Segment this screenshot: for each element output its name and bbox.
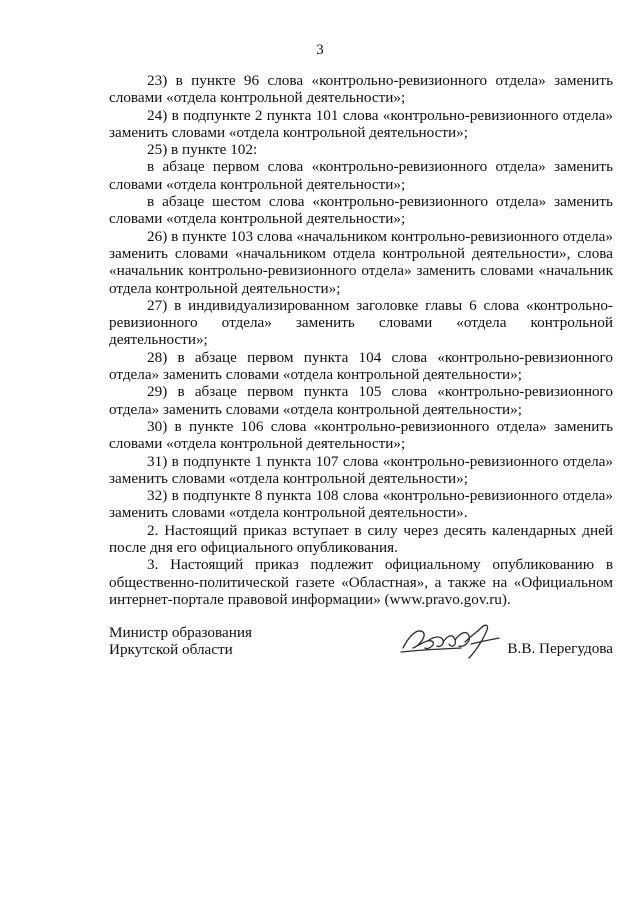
paragraph-item-29: 29) в абзаце первом пункта 105 слова «контрольно-ревизионного отдела» заменить словами «отдела контрольной деятельности»;: [109, 383, 613, 418]
paragraph-item-26: 26) в пункте 103 слова «начальником контрольно-ревизионного отдела» заменить словами «начальником отдела контрольной деятельности», слова «начальник контрольно-ревизионного отдела» заменить словами «начальник отдела контрольной деятельности»;: [109, 227, 613, 297]
paragraph-item-24: 24) в подпункте 2 пункта 101 слова «контрольно-ревизионного отдела» заменить словами «отдела контрольной деятельности»;: [109, 106, 613, 141]
signatory-position-line1: Министр образования: [109, 624, 252, 641]
handwritten-signature: [399, 618, 509, 662]
paragraph-item-27: 27) в индивидуализированном заголовке главы 6 слова «контрольно-ревизионного отдела» заменить словами «отдела контрольной деятельности»;: [109, 296, 613, 349]
paragraph-item-25: 25) в пункте 102:: [147, 141, 258, 159]
paragraph-item-32: 32) в подпункте 8 пункта 108 слова «контрольно-ревизионного отдела» заменить словами «отдела контрольной деятельности».: [109, 487, 613, 522]
signatory-name: В.В. Перегудова: [507, 640, 613, 657]
signatory-position: [109, 624, 252, 658]
page-number: 3: [316, 42, 324, 58]
paragraph-item-31: 31) в подпункте 1 пункта 107 слова «контрольно-ревизионного отдела» заменить словами «отдела контрольной деятельности»;: [109, 452, 613, 487]
signature-block: [109, 624, 613, 684]
paragraph-effective-date: 2. Настоящий приказ вступает в силу через десять календарных дней после дня его официального опубликования.: [109, 521, 613, 557]
paragraph-item-23: 23) в пункте 96 слова «контрольно-ревизионного отдела» заменить словами «отдела контрольной деятельности»;: [109, 72, 613, 107]
paragraph-item-30: 30) в пункте 106 слова «контрольно-ревизионного отдела» заменить словами «отдела контрольной деятельности»;: [109, 417, 613, 453]
paragraph-item-28: 28) в абзаце первом пункта 104 слова «контрольно-ревизионного отдела» заменить словами «отдела контрольной деятельности»;: [109, 348, 613, 384]
paragraph-item-25-abzac-6: в абзаце шестом слова «контрольно-ревизионного отдела» заменить словами «отдела контрольной деятельности»;: [109, 193, 613, 228]
signatory-position-line2: Иркутской области: [109, 641, 233, 658]
paragraph-item-25-abzac-1: в абзаце первом слова «контрольно-ревизионного отдела» заменить словами «отдела контрольной деятельности»;: [109, 158, 613, 193]
paragraph-publication: 3. Настоящий приказ подлежит официальному опубликованию в общественно-политической газете «Областная», а также на «Официальном интернет-портале правовой информации» (www.pravo.gov.ru).: [109, 556, 613, 608]
document-body: [109, 72, 613, 608]
